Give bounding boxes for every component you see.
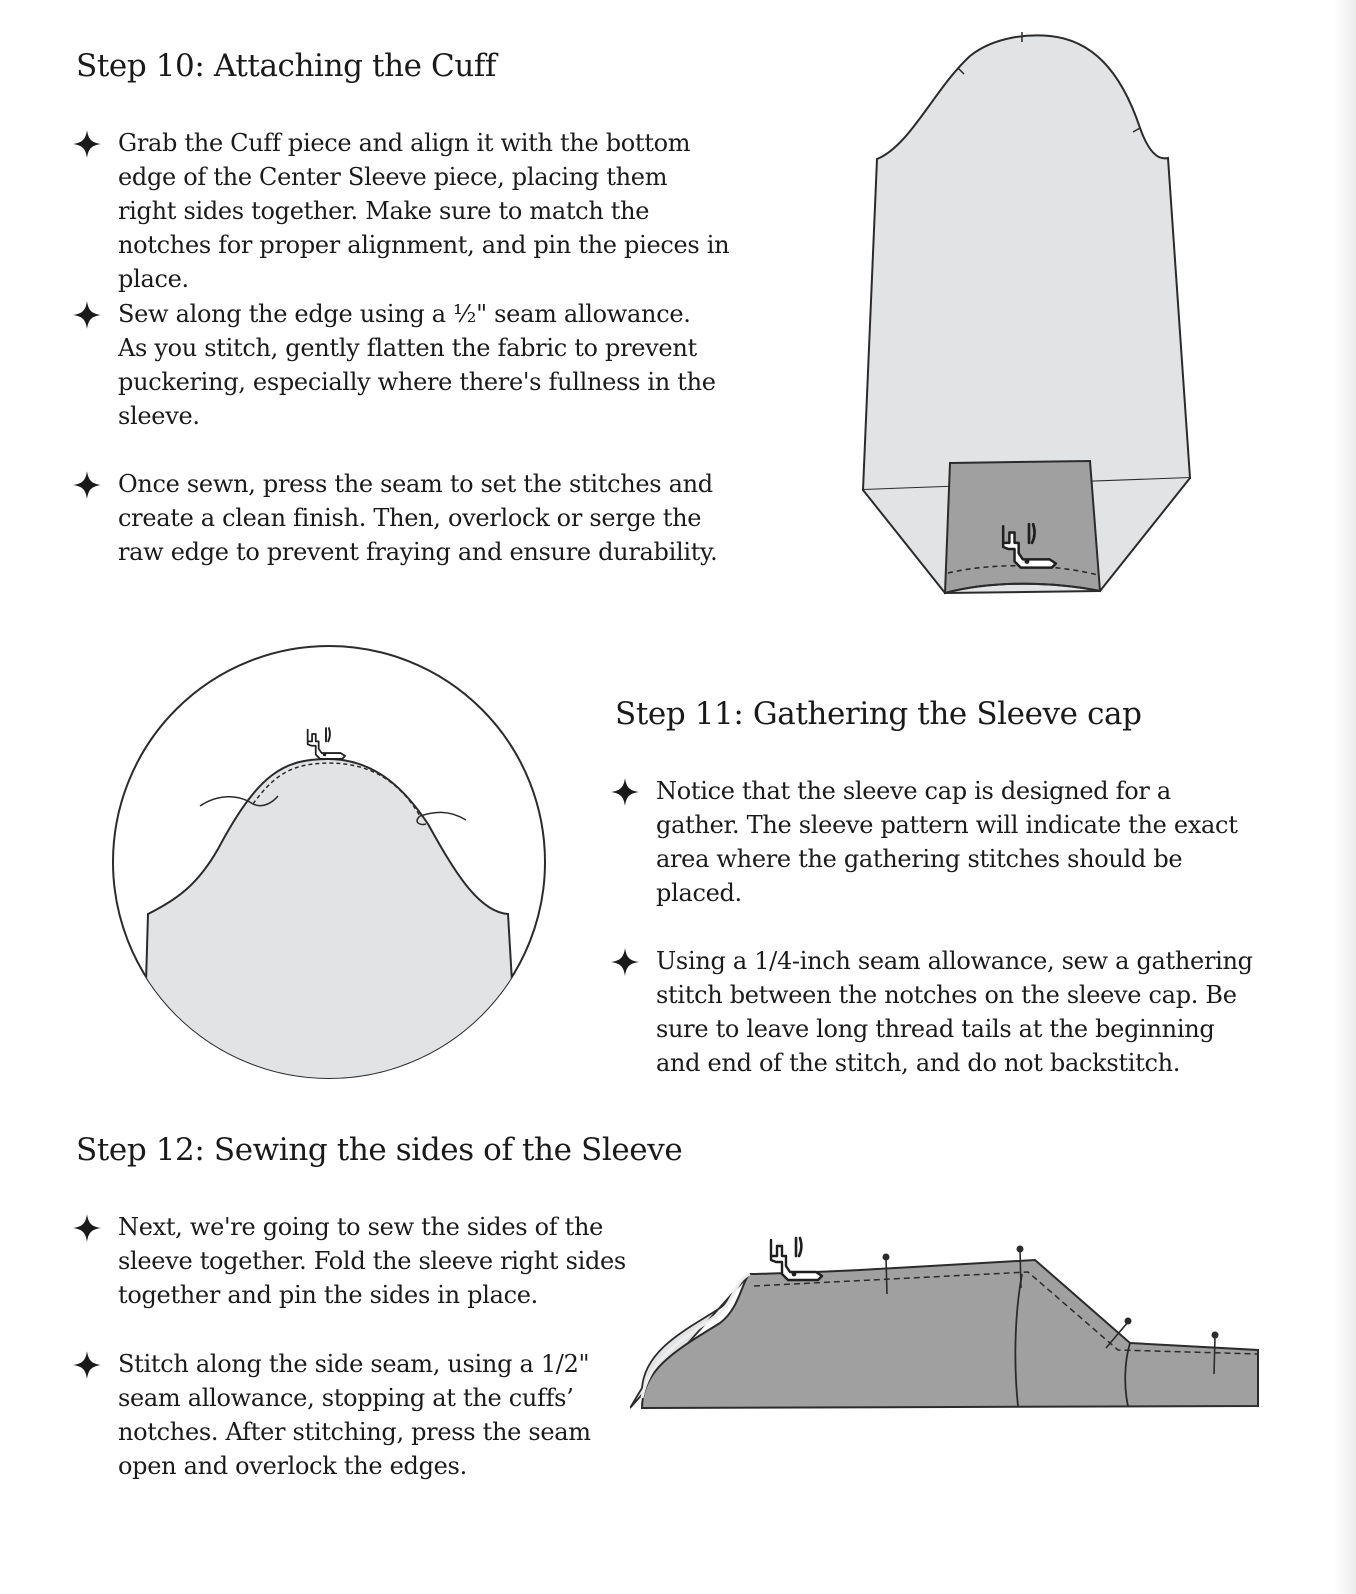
sleeve-cap-gathering-illustration — [108, 644, 550, 1086]
step-10-bullet-3-text: Once sewn, press the seam to set the stitches and create a clean finish. Then, overlock or serge the raw edge to prevent fraying and ensure durability. — [118, 470, 718, 566]
step-11-bullet-2-text: Using a 1/4-inch seam allowance, sew a gathering stitch between the notches on the sleeve cap. Be sure to leave long thread tails at the beginning and end of the stitch, and do not backstitch. — [656, 947, 1253, 1077]
step-11-bullet-2 — [656, 944, 1256, 1080]
step-10-bullet-1 — [118, 126, 730, 296]
step-10-title: Step 10: Attaching the Cuff — [76, 48, 497, 84]
step-10-bullet-3 — [118, 467, 730, 569]
sleeve-with-cuff-illustration — [850, 28, 1210, 608]
sleeve-side-seam-illustration — [630, 1228, 1270, 1420]
four-point-star-icon — [72, 300, 102, 330]
step-12-title: Step 12: Sewing the sides of the Sleeve — [76, 1132, 683, 1168]
step-10-bullet-2-text: Sew along the edge using a ½" seam allowance. As you stitch, gently flatten the fabric to prevent puckering, especially where there's fullness in the sleeve. — [118, 300, 716, 430]
four-point-star-icon — [72, 470, 102, 500]
four-point-star-icon — [72, 1213, 102, 1243]
four-point-star-icon — [72, 1350, 102, 1380]
step-11-title: Step 11: Gathering the Sleeve cap — [615, 696, 1142, 732]
step-12-bullet-1 — [118, 1210, 658, 1312]
step-11-bullet-1 — [656, 774, 1246, 910]
four-point-star-icon — [72, 129, 102, 159]
step-12-bullet-2-text: Stitch along the side seam, using a 1/2" seam allowance, stopping at the cuffs’ notches. After stitching, press the seam open and overlock the edges. — [118, 1350, 591, 1480]
page-edge-shadow — [1334, 0, 1356, 1594]
step-12-bullet-1-text: Next, we're going to sew the sides of the sleeve together. Fold the sleeve right sides together and pin the sides in place. — [118, 1213, 626, 1309]
four-point-star-icon — [610, 947, 640, 977]
step-11-bullet-1-text: Notice that the sleeve cap is designed for a gather. The sleeve pattern will indicate the exact area where the gathering stitches should be placed. — [656, 777, 1238, 907]
step-10-bullet-2 — [118, 297, 718, 433]
step-10-bullet-1-text: Grab the Cuff piece and align it with the bottom edge of the Center Sleeve piece, placing them right sides together. Make sure to match the notches for proper alignment, and pin the pieces in place. — [118, 129, 730, 293]
four-point-star-icon — [610, 777, 640, 807]
step-12-bullet-2 — [118, 1347, 638, 1483]
